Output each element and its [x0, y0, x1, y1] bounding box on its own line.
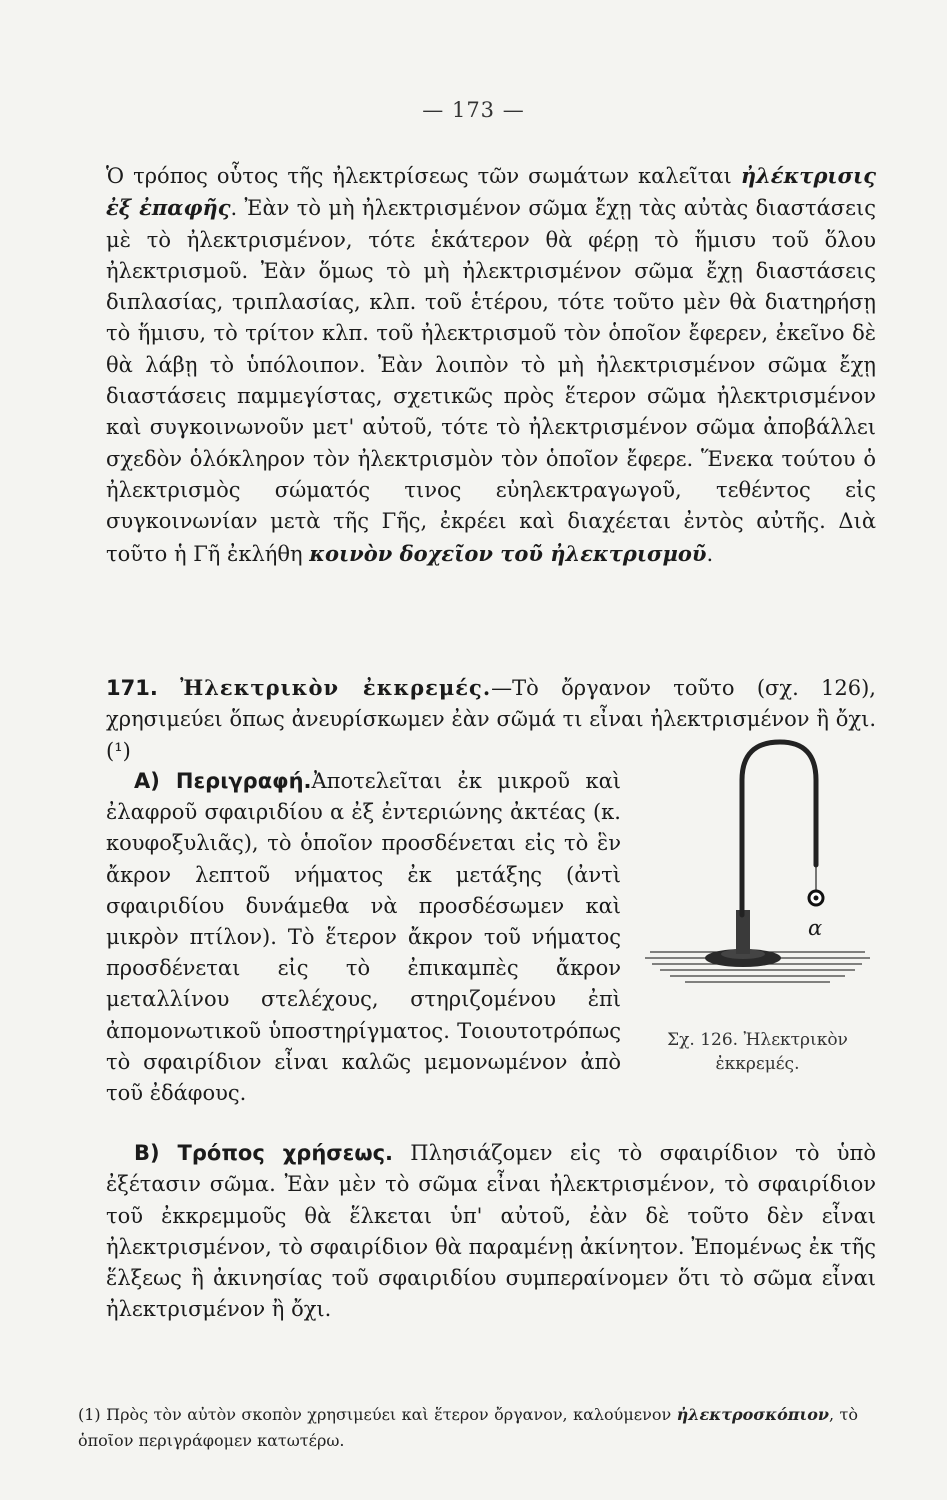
- footnote: [78, 1402, 858, 1454]
- pith-ball-label: α: [808, 916, 823, 940]
- description-text: Ἀποτελεῖται ἐκ μικροῦ καὶ ἐλαφροῦ σφαιριδίου α ἐξ ἐντεριώνης ἀκτέας (κ. κουφοξυλιᾶς), τὸ ὁποῖον προσδένεται εἰς τὸ ἓν ἄκρον λεπτοῦ νήματος ἐκ μετάξης (ἀντὶ σφαιριδίου δυνάμεθα νὰ προσδέσωμεν καὶ μικρὸν πτίλον). Τὸ ἕτερον ἄκρον τοῦ νήματος προσδένεται εἰς τὸ ἐπικαμπὲς ἄκρον μεταλλίνου στελέχους, στηριζομένου ἐπὶ ἀπομονωτικοῦ ὑποστηρίγματος. Τοιουτοτρόπως τὸ σφαιρίδιον εἶναι καλῶς μεμονωμένον ἀπὸ τοῦ ἐδάφους.: [106, 769, 621, 1106]
- term-contact-electrification: ἠλέκτρισις ἐξ ἐπαφῆς: [106, 163, 876, 221]
- page-number: — 173 —: [422, 98, 525, 122]
- term-common-reservoir: κοινὸν δοχεῖον τοῦ ἠλεκτρισμοῦ: [309, 540, 707, 566]
- description-heading: Α) Περιγραφή.: [134, 769, 312, 793]
- section-title: Ἠλεκτρικὸν ἐκκρεμές.: [180, 675, 492, 700]
- electric-pendulum-figure: [630, 720, 880, 1080]
- paragraph-text: .: [706, 541, 714, 566]
- figure-caption: Σχ. 126. Ἠλεκτρικὸν ἐκκρεμές.: [667, 1030, 848, 1074]
- section-number: 171.: [106, 676, 158, 700]
- footnote-text: , τὸ ὁποῖον περιγράφομεν κατωτέρω.: [78, 1405, 859, 1450]
- term-electroscope: ἠλεκτροσκόπιον: [676, 1405, 829, 1424]
- section-intro-text: —Τὸ ὄργανον τοῦτο (σχ. 126), χρησιμεύει ὅπως ἀνευρίσκωμεν ἐὰν σῶμά τι εἶναι ἠλεκτρισμένον ἢ ὄχι.(¹): [106, 676, 876, 763]
- pendulum-illustration: [630, 720, 880, 1020]
- paragraph-text: . Ἐὰν τὸ μὴ ἠλεκτρισμένον σῶμα ἔχῃ τὰς αὐτὰς διαστάσεις μὲ τὸ ἠλεκτρισμένον, τότε ἑκάτερον θὰ φέρῃ τὸ ἥμισυ τοῦ ὅλου ἠλεκτρισμοῦ. Ἐὰν ὅμως τὸ μὴ ἠλεκτρισμένον σῶμα ἔχῃ διαστάσεις διπλασίας, τριπλασίας, κλπ. τοῦ ἑτέρου, τότε τοῦτο μὲν θὰ διατηρήσῃ τὸ ἥμισυ, τὸ τρίτον κλπ. τοῦ ἠλεκτρισμοῦ τὸν ὁποῖον ἔφερεν, ἐκεῖνο δὲ θὰ λάβῃ τὸ ὑπόλοιπον. Ἐὰν λοιπὸν τὸ μὴ ἠλεκτρισμένον σῶμα ἔχῃ διαστάσεις παμμεγίστας, σχετικῶς πρὸς ἕτερον σῶμα ἠλεκτρισμένον καὶ συγκοινωνοῦν μετ' αὐτοῦ, τότε τὸ ἠλεκτρισμένον σῶμα ἀποβάλλει σχεδὸν ὁλόκληρον τὸν ἠλεκτρισμὸν τὸν ὁποῖον ἔφερε. Ἕνεκα τούτου ὁ ἠλεκτρισμὸς σώματός τινος εὐηλεκτραγωγοῦ, τεθέντος εἰς συγκοινωνίαν μετὰ τῆς Γῆς, ἐκρέει καὶ διαχέεται ἐντὸς αὐτῆς. Διὰ τοῦτο ἡ Γῆ ἐκλήθη: [106, 196, 876, 566]
- description-paragraph: [106, 766, 621, 1109]
- usage-heading: Β) Τρόπος χρήσεως.: [134, 1141, 393, 1165]
- footnote-mark: (1): [78, 1405, 101, 1424]
- usage-paragraph: [106, 1138, 876, 1326]
- footnote-text: Πρὸς τὸν αὐτὸν σκοπὸν χρησιμεύει καὶ ἕτερον ὄργανον, καλούμενον: [100, 1405, 677, 1424]
- usage-text: Πλησιάζομεν εἰς τὸ σφαιρίδιον τὸ ὑπὸ ἐξέτασιν σῶμα. Ἐὰν μὲν τὸ σῶμα εἶναι ἠλεκτρισμένον, τὸ σφαιρίδιον τοῦ ἐκκρεμμοῦς θὰ ἕλκεται ὑπ' αὐτοῦ, ἐὰν δὲ τοῦτο δὲν εἶναι ἠλεκτρισμένον, τὸ σφαιρίδιον θὰ παραμένῃ ἀκίνητον. Ἐπομένως ἐκ τῆς ἕλξεως ἢ ἀκινησίας τοῦ σφαιριδίου συμπεραίνομεν ὅτι τὸ σῶμα εἶναι ἠλεκτρισμένον ἢ ὄχι.: [106, 1141, 876, 1322]
- paragraph-electrification-by-contact: [106, 160, 876, 570]
- metal-stem: [742, 742, 816, 915]
- paragraph-text: Ὁ τρόπος οὗτος τῆς ἠλεκτρίσεως τῶν σωμάτων καλεῖται: [106, 164, 741, 188]
